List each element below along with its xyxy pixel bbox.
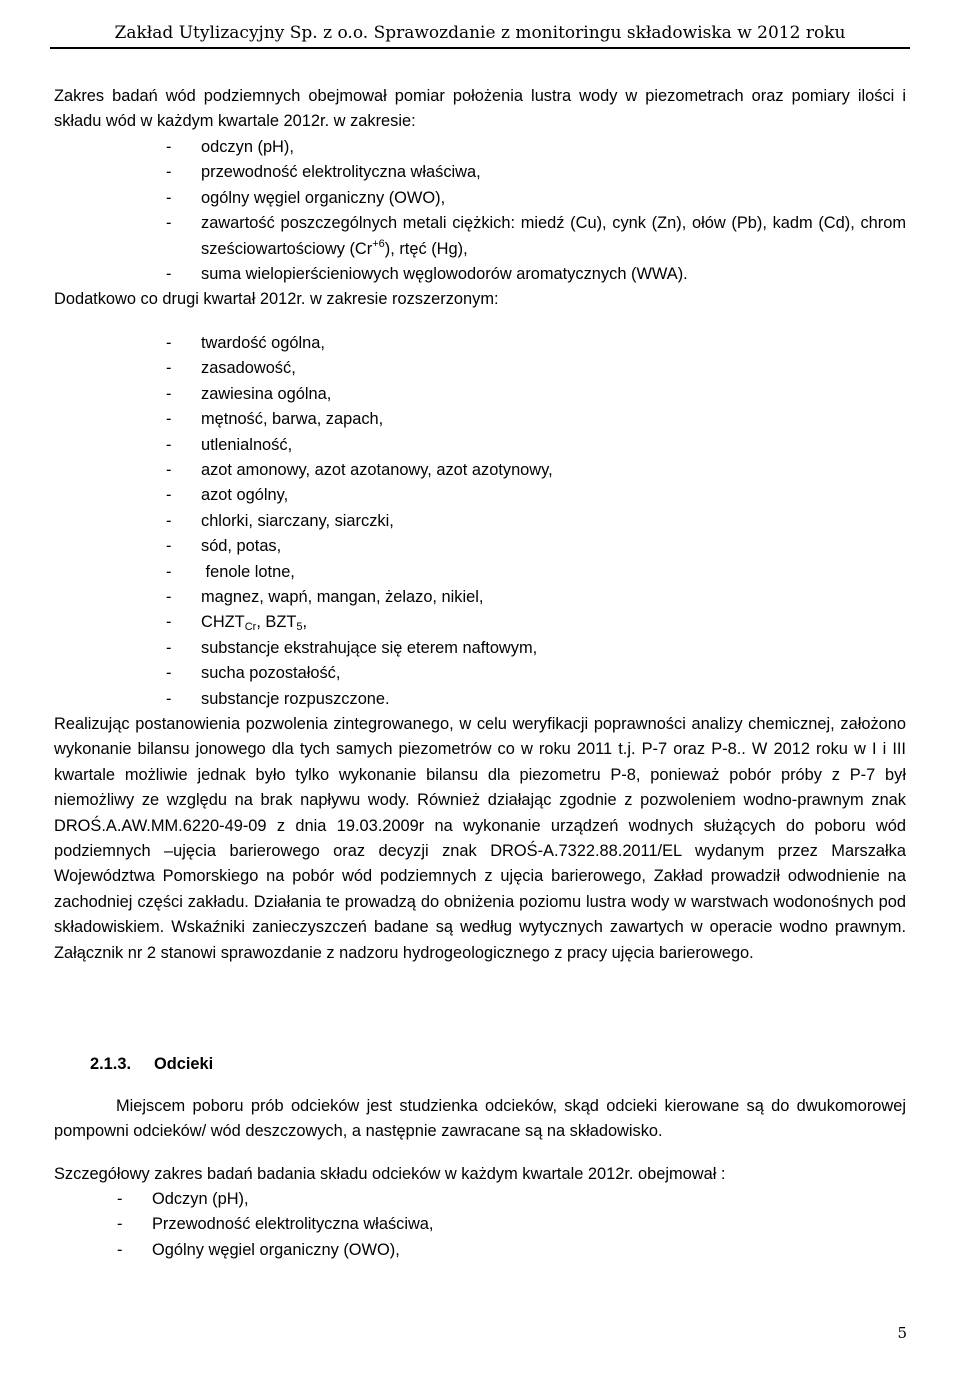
intro-paragraph: Zakres badań wód podziemnych obejmował pomiar położenia lustra wody w piezometrach oraz pomiary ilości i składu wód w każdym kwartale 2012r. w zakresie: <box>54 87 906 131</box>
list-item: - ogólny węgiel organiczny (OWO), <box>166 188 446 207</box>
header-company: Zakład Utylizacyjny Sp. z o.o. <box>114 23 369 43</box>
leachate-paragraph: Miejscem poboru prób odcieków jest studzienka odcieków, skąd odcieki kierowane są do dwukomorowej pompowni odcieków/ wód deszczowych, a następnie zawracane są na składowisko. <box>54 1097 906 1141</box>
list-item: - zasadowość, <box>166 359 296 378</box>
header-rule <box>50 47 910 49</box>
list-item: - substancje rozpuszczone. <box>166 689 390 708</box>
main-paragraph: Realizując postanowienia pozwolenia zintegrowanego, w celu weryfikacji poprawności analizy chemicznej, założono wykonanie bilansu jonowego dla tych samych piezometrów co w roku 2011 t.j. P-7 oraz P-8.. W 2012 roku w I i III kwartale możliwie jednak było tylko wykonanie bilansu dla piezometru P-8, ponieważ pobór próby z P-7 był niemożliwy ze względu na brak napływu wody. Również działając zgodnie z pozwoleniem wodno-prawnym znak DROŚ.A.AW.MM.6220-49-09 z dnia 19.03.2009r na wykonanie urządzeń wodnych służących do poboru wód podziemnych –ujęcia barierowego oraz decyzji znak DROŚ-A.7322.88.2011/EL wydanym przez Marszałka Województwa Pomorskiego na pobór wód podziemnych z ujęcia barierowego, Zakład prowadził odwodnienie na zachodniej części zakładu. Działania te prowadzą do obniżenia poziomu lustra wody w warstwach wodonośnych pod składowiskiem. Wskaźniki zanieczyszczeń badane są według wytycznych zawartych w operacie wodno prawnym. Załącznik nr 2 stanowi sprawozdanie z nadzoru hydrogeologicznego z pracy ujęcia barierowego. <box>54 715 906 962</box>
list-item: - azot amonowy, azot azotanowy, azot azotynowy, <box>166 461 553 480</box>
list-item: - substancje ekstrahujące się eterem naftowym, <box>166 638 538 657</box>
list-item: - odczyn (pH), <box>166 138 294 156</box>
list-item: - zawartość poszczególnych metali ciężkich: miedź (Cu), cynk (Zn), ołów (Pb), kadm (Cd), chrom sześciowartościowy $(Cr^{+6})$, rtęć (Hg), <box>166 214 906 258</box>
leachate-parameters-list <box>117 1187 817 1263</box>
list-item: - Przewodność elektrolityczna właściwa, <box>117 1215 434 1234</box>
list-item: - Odczyn (pH), <box>117 1190 249 1208</box>
groundwater-parameters-list <box>166 135 906 287</box>
list-item: - azot ogólny, <box>166 486 289 505</box>
extended-scope-intro: Dodatkowo co drugi kwartał 2012r. w zakresie rozszerzonym: <box>54 290 499 308</box>
list-item: - magnez, wapń, mangan, żelazo, nikiel, <box>166 588 484 607</box>
header-title: Sprawozdanie z monitoringu składowiska w 2012 roku <box>373 23 846 43</box>
page-header <box>0 20 960 46</box>
list-item: - Ogólny węgiel organiczny (OWO), <box>117 1240 400 1259</box>
section-number: 2.1.3. <box>90 1055 132 1073</box>
list-item: - mętność, barwa, zapach, <box>166 410 384 429</box>
section-heading <box>90 1052 213 1077</box>
list-item: - $CHZT_{Cr}$, $BZT_5$, <box>166 613 308 634</box>
list-item: - fenole lotne, <box>166 562 295 581</box>
list-item: - przewodność elektrolityczna właściwa, <box>166 163 481 182</box>
list-item: - zawiesina ogólna, <box>166 384 332 403</box>
list-item: - chlorki, siarczany, siarczki, <box>166 511 394 530</box>
list-item: - sucha pozostałość, <box>166 664 341 683</box>
leachate-scope-intro: Szczegółowy zakres badań badania składu odcieków w każdym kwartale 2012r. obejmował : <box>54 1165 726 1183</box>
section-title: Odcieki <box>154 1055 214 1073</box>
list-item: - sód, potas, <box>166 537 282 556</box>
extended-parameters-list <box>166 331 906 712</box>
list-item: - suma wielopierścieniowych węglowodorów aromatycznych (WWA). <box>166 265 688 284</box>
page-number: 5 <box>897 1324 907 1342</box>
list-item: - utlenialność, <box>166 435 293 454</box>
list-item: - twardość ogólna, <box>166 334 325 352</box>
